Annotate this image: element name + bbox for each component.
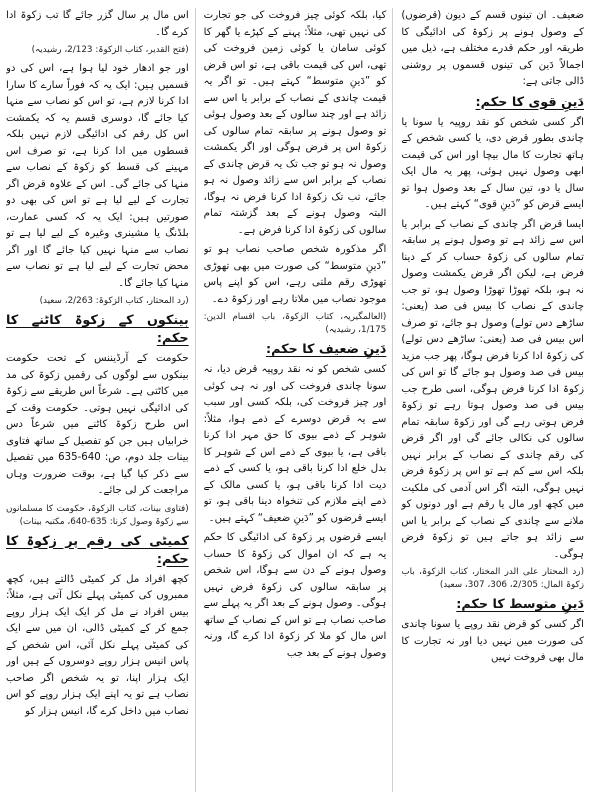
paragraph: اور جو ادھار خود لیا ہوا ہے، اس کی دو قسمیں ہیں: ایک یہ کہ فوراً سارے کا سارا ادا کرنا لازم ہے، تو اس کو نصاب سے منہا کیا جائے گا، دوسری قسم یہ کہ یکمشت اس کل رقم کی ادائیگی لازم نہیں بلکہ قسطوں میں ادا کرنا ہے، تو صرف اس مہینے کی قسط کو زکوۃ کے نصاب سے منہا کی جائے گی۔ اس کے علاوہ قرض اگر تجارت کے لیے لیا ہے تو اس کی بھی دو صورتیں ہیں: ایک یہ کہ کسی عمارت، بلڈنگ یا مشینری وغیرہ کے لیے لیا ہے تو نصاب سے منہا نہیں کیا جائے گا اور اگر محض تجارت کے لیے لیا ہے تو نصاب سے منہا کیا جائے گا۔ [5,63,189,289]
paragraph: اگر مذکورہ شخص صاحب نصاب ہو تو ”دَینِ متوسط“ کی صورت میں بھی تھوڑی تھوڑی رقم ملتی رہے، اس کو اپنے پاس موجود نصاب میں ملاتا رہے اور زکوۃ دے۔ [203,244,387,305]
reference-note: (فتح القدیر، کتاب الزکوۃ: 2/123، رشیدیہ) [31,45,189,55]
section-heading: دَینِ قوی کا حکم: [475,94,584,110]
paragraph: اگر کسی کو قرض نقد روپے یا سونا چاندی کی صورت میں نہیں دیا اور نہ تجارت کا مال بھی فروخت نہیں [401,619,584,663]
paragraph: اگر کسی شخص کو نقد روپیہ یا سونا یا چاندی بطور قرض دی، یا کسی شخص کے ہاتھ تجارت کا مال بیچا اور اس کی قیمت ابھی وصول نہیں ہوئی، پھر یہ مال ایک سال یا دو، تین سال کے بعد وصول ہوا تو ایسے قرض کو ”دَینِ قوی“ کہتے ہیں۔ [401,116,584,210]
paragraph: کیا، بلکہ کوئی چیز فروخت کی جو تجارت کی نہیں تھی، مثلاً: پہنے کے کپڑے یا گھر کا کوئی سامان یا کوئی زمین فروخت کی تھی، اس کی قیمت باقی ہے، تو اس قرض کو ”دَینِ متوسط“ کہتے ہیں۔ تو اگر یہ قیمت چاندی کے نصاب کے برابر یا اس سے زائد ہے اور چند سالوں کے بعد وصول ہوئی تو وصول ہونے پر سابقہ تمام سالوں کی زکوۃ اس پر فرض ہوگی اور اگر یکمشت وصول نہ ہو تو جب تک یہ قرض چاندی کے نصاب کے برابر اس سے زائد وصول نہ ہو جائے، تب تک زکوۃ ادا کرنا فرض نہ ہوگا، البتہ وصول ہونے کے بعد گزشتہ تمام سالوں کی زکوۃ ادا کرنا فرض ہے۔ [203,10,387,236]
column-right [401,8,584,792]
reference-note: (فتاوی بینات، کتاب الزکوۃ، حکومت کا مسلمانوں سے زکوۃ وصول کرنا: 635-640، مکتبہ بینات) [5,503,189,527]
text-columns [6,8,584,792]
paragraph: ضعیف۔ ان تینوں قسم کے دیون (قرضوں) کے وصول ہونے پر زکوۃ کی ادائیگی کا طریقہ اور حکم قدرے مختلف ہے، ذیل میں اجمالاً دَین کی تینوں قسموں پر روشنی ڈالی جاتی ہے: [401,10,584,87]
column-left [6,8,196,792]
reference-note: (العالمگیریہ، کتاب الزکوۃ، باب اقسام الدین: 1/175، رشیدیہ) [203,312,387,335]
section-heading: دَینِ ضعیف کا حکم: [265,342,387,357]
paragraph: ایسے قرضوں پر زکوۃ کی ادائیگی کا حکم یہ ہے کہ ان اموال کی زکوۃ کا حساب وصول ہونے کے دن سے ہوگا، اس شخص پر سابقہ سالوں کی زکوۃ فرض نہیں ہوگی۔ وصول ہونے کے بعد اگر یہ پہلے سے صاحب نصاب ہے تو اس کے نصاب کے ساتھ اس مال کو ملا کر زکوۃ ادا کرے گا، ورنہ وصول ہونے کے بعد جب [203,532,387,659]
section-heading: بینکوں کے زکوۃ کاٹنے کا حکم: [5,313,189,346]
reference-note: (رد المحتار علی الدر المختار، کتاب الزکوۃ، باب زکوۃ المال: 2/305، 306، 307، سعید) [401,567,584,590]
section-heading: کمیٹی کی رقم پر زکوۃ کا حکم: [5,533,189,567]
paragraph: ایسا قرض اگر چاندی کے نصاب کے برابر یا اس سے زائد ہے تو وصول ہونے پر سابقہ تمام سالوں کی زکوۃ حساب کر کے دینا فرض ہے، لیکن اگر قرض یکمشت وصول نہ ہو، بلکہ تھوڑا تھوڑا وصول ہو، تو جب چاندی کے نصاب کا بیس فی صد (یعنی: ساڑھے دس تولے) وصول ہو جائے، تو صرف اس بیس فی صد (یعنی: ساڑھے دس تولے) کی زکوۃ ادا کرنا فرض ہوگا، پھر جب مزید بیس فی صد وصول ہو جائے گا تو اس کی زکوۃ ادا کرنا فرض ہوگی، اسی طرح جب بیس فی صد وصول ہوتا رہے تو زکوۃ فرض ہوتی رہے گی اور زکوۃ سابقہ تمام سالوں کی نکالی جائے گی اور اگر قرض کی رقم چاندی کے نصاب کے برابر نہیں بلکہ اس سے کم ہے تو اس پر زکوۃ فرض نہیں ہوگی، البتہ اگر اس آدمی کی ملکیت میں کچھ اور مال یا رقم ہے اور دونوں کو ملانے سے چاندی کے نصاب کے برابر یا اس سے زائد ہو جاتے ہیں تو زکوۃ فرض ہوگی۔ [401,218,584,560]
paragraph: کچھ افراد مل کر کمیٹی ڈالتے ہیں، کچھ ممبروں کی کمیٹی پہلے نکل آتی ہے، مثلاً: بیس افراد نے مل کر ایک ایک ہزار روپے جمع کر کے کمیٹی ڈالی، ان میں سے ایک کی کمیٹی پہلے نکل آئی، اس شخص کے پاس انیس ہزار روپے دوسروں کے ہیں اور ایک ہزار اپنا، تو یہ شخص اگر صاحب نصاب ہے تو یہ اپنے ایک ہزار روپے کو اس نصاب میں داخل کرے گا، انیس ہزار کو [5,573,189,717]
paragraph: کسی شخص کو نہ نقد روپیہ قرض دیا، نہ سونا چاندی فروخت کی اور نہ ہی کوئی اور چیز فروخت کی، بلکہ کسی اور سبب سے یہ قرض دوسرے کے ذمے ہوا، مثلاً: شوہر کے ذمے بیوی کا حق مہر ادا کرنا باقی ہے، یا بیوی کے ذمے اس کے شوہر کا بدل خلع ادا کرنا باقی ہو، یا کسی کے ذمے دیت ادا کرنا باقی ہو، یا کسی مالک کے ذمے اپنے ملازم کی تنخواہ دینا باقی ہو، تو ایسے قرضوں کو ”دَینِ ضعیف“ کہتے ہیں۔ [203,364,387,524]
section-heading: دَینِ متوسط کا حکم: [456,597,584,612]
paragraph: اس مال پر سال گزر جائے گا تب زکوۃ ادا کرے گا۔ [5,10,189,38]
column-middle [204,8,394,792]
reference-note: (رد المحتار، کتاب الزکوۃ: 2/263، سعید) [39,296,189,306]
paragraph: حکومت کے آرڈیننس کے تحت حکومت بینکوں سے لوگوں کی رقمیں زکوۃ کی مد میں کاٹتی ہے۔ شرعاً اس طریقے سے زکوۃ کی ادائیگی نہیں ہوتی۔ حکومت وقت کے اس طرح زکوۃ کاٹنے میں شرعاً دس خرابیاں ہیں جن کو تفصیل کے ساتھ فتاوی بینات جلد دوم، ص: 640-635 میں تفصیل سے ذکر کیا گیا ہے، بوقت ضرورت وہاں مراجعت کر لی جائے۔ [5,353,189,496]
